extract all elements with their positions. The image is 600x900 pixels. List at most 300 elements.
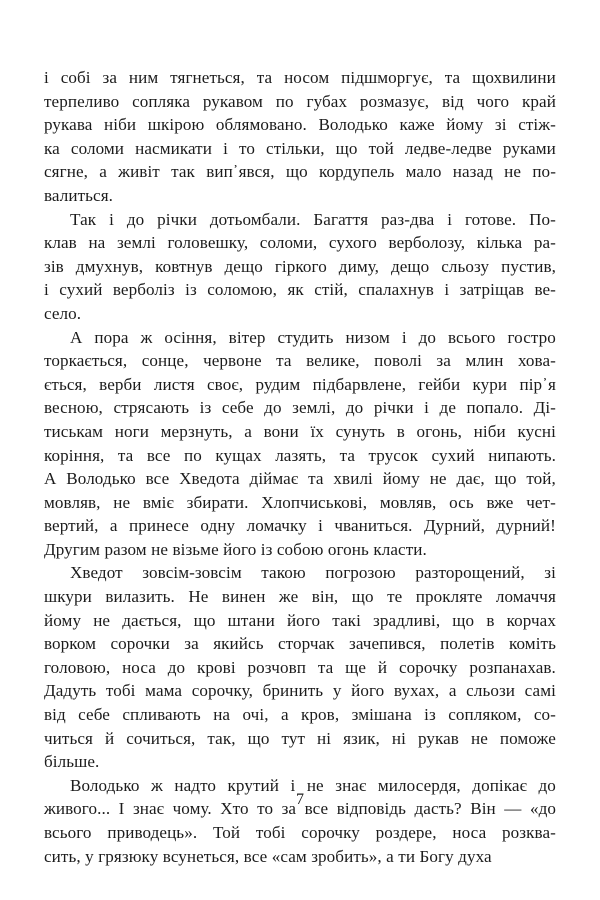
word: ве- [534,280,556,300]
word: вони [263,421,299,441]
word: ще [345,657,367,677]
paragraph [44,326,556,562]
word: же [278,587,299,607]
word: носа [122,657,156,677]
word: та [117,445,134,465]
word: руками [502,138,556,158]
word: чого [476,91,510,111]
word: і [401,327,407,347]
word: гіркого [274,256,327,276]
word: й [104,728,115,748]
word: ломаччя [495,587,556,607]
word: гейби [418,374,461,394]
word: крутий [227,775,279,795]
word: самі [524,681,556,701]
text-line [44,373,556,397]
word: соломою, [207,280,278,300]
word: коріння, [44,445,105,465]
word: сунуть [335,421,385,441]
word: стільки, [266,138,325,158]
paragraph [44,561,556,773]
word: попало. [466,398,524,418]
word: тобі [255,823,286,842]
word: йому [44,610,82,630]
word: вухах, [393,681,440,701]
text-line [44,561,556,585]
word: та [317,657,334,677]
word: корчах [506,610,556,630]
word: рукавом [202,91,263,111]
word: роздере, [375,823,437,842]
word: Так [70,209,97,229]
word: чому. [172,799,212,819]
word: крові [197,657,236,677]
text-line [44,420,556,444]
text-line: валиться. [44,185,114,205]
word: пустив, [501,256,556,276]
word: розчовп [247,657,306,677]
word: стрясають [113,398,190,418]
word: мало [405,162,442,182]
word: пір᾽я [519,374,556,394]
word: млин [465,351,504,371]
word: а [448,681,457,701]
word: й [377,657,388,677]
word: рукав [417,728,459,748]
word: ніби [104,115,137,135]
text-line: Другим разом не візьме його із собою огонь класти. [44,539,427,559]
word: до [167,657,186,677]
word: чет- [526,492,556,512]
word: себе [221,398,254,418]
word: кілька [476,233,523,253]
word: не [113,492,131,512]
word: Не [188,587,209,607]
word: із [185,280,197,300]
text-line [44,632,556,656]
word: і [290,775,296,795]
text-line [44,278,556,302]
word: ж [150,775,163,795]
word: сухий [59,280,103,300]
text-line [44,137,556,161]
word: якийсь [213,634,264,654]
word: їх [310,421,324,441]
word: щохвилини [472,68,556,87]
word: живіт [118,162,160,182]
word: разторощений, [415,563,525,583]
word: сочиться, [126,728,196,748]
word: А [44,469,57,489]
text-line [44,585,556,609]
text-line [44,349,556,373]
word: всього [44,823,92,842]
word: ється, [44,374,87,394]
word: поволі [374,351,422,371]
word: край [522,91,556,111]
word: тобі [105,681,136,701]
word: «до [529,799,556,819]
word: розква- [502,823,556,842]
word: зрадливі, [373,610,441,630]
word: що [285,162,308,182]
word: Хведота [179,469,240,489]
word: шкури [44,587,92,607]
word: за [102,68,118,87]
paragraph [44,66,556,208]
word: Хлопчиськові, [261,492,368,512]
word: ворком [44,634,97,654]
text-line [44,821,556,845]
text-line [44,444,556,468]
word: живого... [44,799,111,819]
word: язик, [343,728,380,748]
word: І [118,799,125,819]
word: йому [446,115,484,135]
word: милосердя, [377,775,461,795]
word: сорочку [301,823,360,842]
word: ось [449,492,474,512]
word: Той [212,823,241,842]
text-line [44,656,556,680]
word: мовляв, [379,492,437,512]
word: та [276,351,292,371]
word: насмикати [135,138,212,158]
word: за [436,351,451,371]
word: розпанахав. [469,657,556,677]
word: облямовано. [215,115,307,135]
word: не [93,610,111,630]
word: змішана [351,705,412,725]
word: дається, [122,610,182,630]
word: Дурний, [423,516,486,536]
word: збирати. [186,492,249,512]
word: а [280,705,289,725]
word: Хто [220,799,249,819]
word: а [109,516,118,536]
text-line [44,727,556,751]
text-line [44,326,556,350]
word: полетів [440,634,495,654]
word: поможе [499,728,556,748]
word: ка [44,138,60,158]
text-line [44,467,556,491]
word: знає [132,799,165,819]
word: і [44,280,49,300]
word: Володько [318,115,388,135]
word: ним [128,68,159,87]
word: від [441,91,464,111]
word: трусок [368,445,418,465]
text-line [44,66,556,90]
word: тягнеться, [170,68,245,87]
text-line [44,514,556,538]
word: кущах [215,445,262,465]
word: готове. [465,209,517,229]
word: верболіз [112,280,175,300]
word: так [171,162,195,182]
word: сорочку, [191,681,253,701]
word: такі [332,610,361,630]
word: рудим [255,374,301,394]
word: на [213,705,231,725]
word: що [452,610,475,630]
word: як [287,280,304,300]
text-line: більше. [44,752,100,772]
word: чваниться. [334,516,413,536]
word: червоне [203,351,262,371]
word: читься [44,728,93,748]
word: своє, [206,374,244,394]
word: і [318,516,323,536]
word: від [44,705,66,725]
word: ломачку [246,516,307,536]
word: ноги [114,421,149,441]
word: кусні [517,421,556,441]
word: бринить [262,681,324,701]
word: до [126,209,145,229]
word: терпеливо [44,91,120,111]
word: губах [306,91,348,111]
text-line: село. [44,303,82,323]
word: принесе [129,516,189,536]
word: підшморгує, [341,68,433,87]
word: за [281,799,297,819]
word: підбарвлене, [312,374,407,394]
word: раз-два [381,209,435,229]
word: вже [486,492,514,512]
word: дещо [390,256,430,276]
word: зі [544,563,556,583]
word: сльози [466,681,516,701]
word: студить [277,327,334,347]
word: і [223,138,228,158]
word: його [351,681,385,701]
text-line [44,160,556,184]
word: приводець». [107,823,198,842]
word: що [247,728,270,748]
page-text-block [44,66,556,868]
text-line [44,113,556,137]
word: диму, [338,256,379,276]
word: все [146,445,171,465]
word: сорочку [398,657,458,677]
word: до [418,327,437,347]
word: допікає [472,775,527,795]
word: осіння, [164,327,217,347]
word: вітер [228,327,266,347]
word: землі [116,233,156,253]
word: ж [140,327,153,347]
word: каже [399,115,435,135]
word: По- [529,209,556,229]
word: спливають [122,705,201,725]
word: сухого [328,233,377,253]
word: соломи [70,138,125,158]
word: все [304,799,329,819]
word: Він [470,799,496,819]
word: діймає [249,469,299,489]
word: зі [494,115,507,135]
word: погрозою [325,563,396,583]
word: вилазить. [105,587,175,607]
word: верби [99,374,142,394]
word: сопляком, [448,705,522,725]
word: Хведот [70,563,123,583]
word: де [439,398,456,418]
word: назад [452,162,493,182]
text-line [44,255,556,279]
word: за [184,634,199,654]
word: що [351,587,374,607]
word: всього [448,327,496,347]
word: що [335,138,358,158]
word: той [368,138,394,158]
word: носа [452,823,487,842]
word: що [193,610,216,630]
paragraph [44,208,556,326]
text-line [44,208,556,232]
word: пора [94,327,129,347]
word: та [339,445,355,465]
word: по- [532,162,556,182]
word: тиськам [44,421,104,441]
word: не [504,162,522,182]
word: кури [472,374,508,394]
word: штани [227,610,275,630]
word: і [424,398,429,418]
word: у [332,681,342,701]
word: мовляв, [44,492,101,512]
word: до [538,775,556,795]
text-line [44,396,556,420]
word: листя [153,374,195,394]
word: одну [200,516,236,536]
word: вміє [142,492,174,512]
word: то [238,138,255,158]
word: вертий, [44,516,99,536]
word: дмухнув, [75,256,144,276]
text-line [44,231,556,255]
word: головешку, [167,233,249,253]
word: та [444,68,461,87]
word: лазять, [275,445,327,465]
word: сторчак [277,634,335,654]
word: торкається, [44,351,128,371]
word: і [44,68,49,87]
word: клав [44,233,77,253]
word: такою [261,563,306,583]
word: шкірою [147,115,205,135]
text-line: сить, у грязюку всунеться, все «сам зробить», а ти Богу духа [44,846,492,866]
word: на [88,233,106,253]
word: по [275,91,294,111]
word: Багаття [313,209,369,229]
word: той, [526,469,556,489]
word: собі [60,68,91,87]
word: сухий [431,445,475,465]
word: сорочки [110,634,170,654]
word: рукава [44,115,93,135]
word: очі, [242,705,269,725]
word: він, [311,587,339,607]
word: ніби [473,421,506,441]
word: гостро [507,327,556,347]
text-line [44,90,556,114]
word: нипають. [488,445,556,465]
word: річки [157,209,197,229]
word: верболозу, [388,233,466,253]
word: винен [221,587,266,607]
page-number: 7 [296,791,304,808]
word: огонь, [416,421,462,441]
word: в [486,610,495,630]
word: себе [78,705,110,725]
word: весною, [44,398,103,418]
word: до [345,398,364,418]
word: зів [44,256,64,276]
text-line [44,679,556,703]
word: і [444,280,450,300]
word: сонце, [141,351,189,371]
word: носом [284,68,330,87]
word: і [109,209,114,229]
word: А [70,327,83,347]
word: та [308,469,324,489]
word: стій, [314,280,348,300]
word: не [306,775,324,795]
word: дасть? [414,799,462,819]
text-line [44,609,556,633]
word: його [286,610,321,630]
word: до [264,398,282,418]
word: ра- [533,233,556,253]
word: коміть [508,634,556,654]
text-line [44,491,556,515]
word: все [145,469,170,489]
word: не [470,728,488,748]
word: дає, [456,469,485,489]
word: ковтнув [155,256,213,276]
word: йому [382,469,420,489]
word: дещо [224,256,263,276]
paragraph [44,774,556,868]
word: мама [145,681,183,701]
word: вип᾽явся, [206,162,275,182]
word: кордупель [318,162,395,182]
word: Дадуть [44,681,97,701]
word: низом [345,327,390,347]
word: ні [391,728,406,748]
word: сопляка [132,91,191,111]
word: ні [317,728,332,748]
word: і [447,209,453,229]
word: — [504,799,522,819]
word: мерзнуть, [160,421,233,441]
word: із [424,705,436,725]
word: річки [373,398,414,418]
word: Володько [70,775,140,795]
text-line [44,703,556,727]
word: сягне, [44,162,88,182]
word: що [494,469,517,489]
word: а [99,162,107,182]
word: прокляте [415,587,483,607]
word: зовсім-зовсім [142,563,242,583]
word: головою, [44,657,111,677]
word: по [183,445,202,465]
word: ледве-ледве [404,138,492,158]
